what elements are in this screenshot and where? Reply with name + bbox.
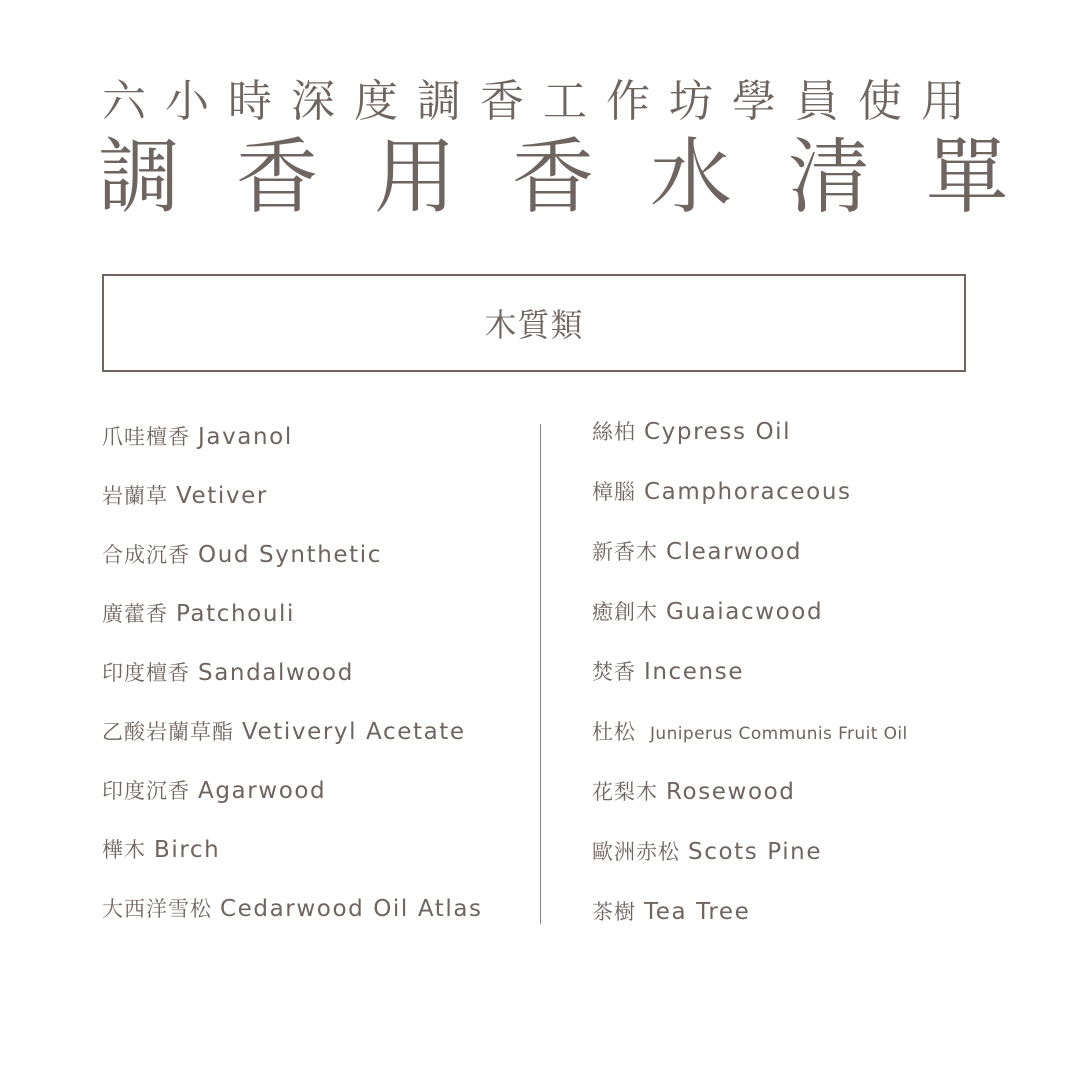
item-chinese-name: 茶樹 bbox=[592, 900, 636, 924]
list-item bbox=[102, 894, 483, 926]
column-divider bbox=[540, 424, 541, 924]
item-english-name: Oud Synthetic bbox=[198, 542, 382, 568]
item-english-name: Tea Tree bbox=[644, 899, 751, 925]
item-english-name: Incense bbox=[644, 659, 745, 685]
item-chinese-name: 杜松 bbox=[592, 720, 636, 744]
list-item bbox=[102, 540, 382, 572]
item-english-name: Javanol bbox=[198, 424, 293, 450]
item-chinese-name: 新香木 bbox=[592, 540, 658, 564]
item-english-name: Sandalwood bbox=[198, 660, 354, 686]
item-chinese-name: 歐洲赤松 bbox=[592, 840, 680, 864]
item-chinese-name: 廣藿香 bbox=[102, 602, 168, 626]
item-english-name: Vetiveryl Acetate bbox=[242, 719, 466, 745]
list-item bbox=[592, 537, 802, 569]
page-subtitle: 六小時深度調香工作坊學員使用 bbox=[102, 76, 984, 127]
list-item bbox=[102, 717, 466, 749]
item-english-name: Camphoraceous bbox=[644, 479, 852, 505]
item-english-name: Clearwood bbox=[666, 539, 803, 565]
list-item bbox=[592, 897, 750, 929]
item-english-name: Cedarwood Oil Atlas bbox=[220, 896, 483, 922]
page-title: 調香用香水清單 bbox=[98, 130, 1065, 225]
item-english-name: Guaiacwood bbox=[666, 599, 824, 625]
item-chinese-name: 樺木 bbox=[102, 838, 146, 862]
item-chinese-name: 癒創木 bbox=[592, 600, 658, 624]
item-chinese-name: 印度檀香 bbox=[102, 661, 190, 685]
list-item bbox=[102, 776, 326, 808]
item-chinese-name: 樟腦 bbox=[592, 480, 636, 504]
list-item bbox=[102, 835, 220, 867]
category-label: 木質類 bbox=[484, 306, 584, 344]
item-chinese-name: 花梨木 bbox=[592, 780, 658, 804]
item-english-name: Patchouli bbox=[176, 601, 296, 627]
item-chinese-name: 合成沉香 bbox=[102, 543, 190, 567]
item-english-name: Agarwood bbox=[198, 778, 327, 804]
item-english-name: Birch bbox=[154, 837, 221, 863]
list-item bbox=[592, 597, 823, 629]
list-item bbox=[592, 717, 908, 749]
item-english-name: Scots Pine bbox=[688, 839, 823, 865]
list-item bbox=[592, 417, 791, 449]
item-english-name: Juniperus Communis Fruit Oil bbox=[650, 724, 908, 744]
list-item bbox=[592, 777, 796, 809]
item-chinese-name: 絲柏 bbox=[592, 420, 636, 444]
item-chinese-name: 焚香 bbox=[592, 660, 636, 684]
list-item bbox=[592, 657, 744, 689]
list-item bbox=[102, 599, 295, 631]
item-chinese-name: 岩蘭草 bbox=[102, 484, 168, 508]
item-chinese-name: 印度沉香 bbox=[102, 779, 190, 803]
list-item bbox=[102, 481, 268, 513]
list-item bbox=[592, 837, 822, 869]
category-header bbox=[102, 274, 966, 372]
item-chinese-name: 大西洋雪松 bbox=[102, 897, 212, 921]
item-english-name: Rosewood bbox=[666, 779, 796, 805]
item-chinese-name: 乙酸岩蘭草酯 bbox=[102, 720, 234, 744]
list-item bbox=[102, 658, 354, 690]
item-chinese-name: 爪哇檀香 bbox=[102, 425, 190, 449]
item-english-name: Cypress Oil bbox=[644, 419, 792, 445]
list-item bbox=[592, 477, 852, 509]
item-english-name: Vetiver bbox=[176, 483, 268, 509]
list-item bbox=[102, 422, 293, 454]
